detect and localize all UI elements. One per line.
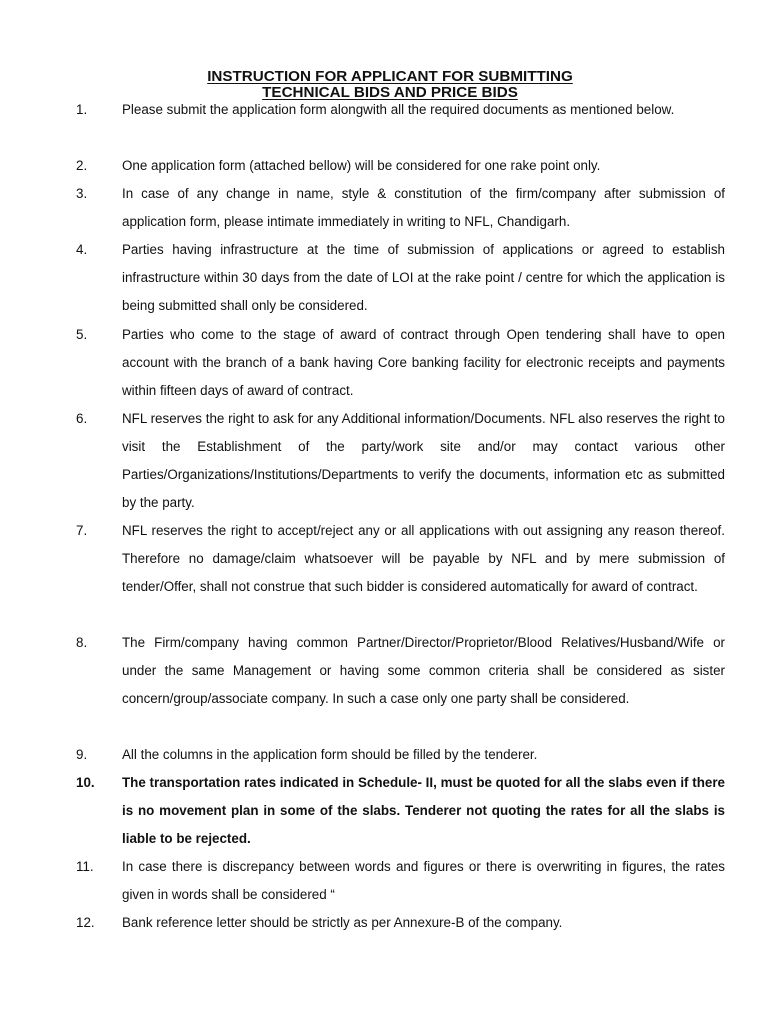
item-text: NFL reserves the right to accept/reject any or all applications with out assigning any reason thereof. Therefore no damage/claim whatsoever will be payable by NFL and by mere submission of tender/Offer, shall not construe that such bidder is considered automatically for award of contract. xyxy=(122,523,725,594)
item-number: 9. xyxy=(76,747,88,762)
title-line-2: TECHNICAL BIDS AND PRICE BIDS xyxy=(262,84,518,101)
item-text: In case there is discrepancy between words and figures or there is overwriting in figures, the rates given in words shall be considered “ xyxy=(122,859,725,902)
item-text: The transportation rates indicated in Schedule- II, must be quoted for all the slabs even if there is no movement plan in some of the slabs. Tenderer not quoting the rates for all the slabs is liable to be rejected. xyxy=(122,775,725,846)
item-number: 2. xyxy=(76,158,88,173)
item-number: 8. xyxy=(76,635,88,650)
item-text: All the columns in the application form should be filled by the tenderer. xyxy=(122,747,538,762)
item-text: Bank reference letter should be strictly as per Annexure-B of the company. xyxy=(122,915,563,930)
item-text: In case of any change in name, style & constitution of the firm/company after submission of application form, please intimate immediately in writing to NFL, Chandigarh. xyxy=(122,186,725,229)
item-text: One application form (attached bellow) will be considered for one rake point only. xyxy=(122,158,601,173)
item-number: 5. xyxy=(76,327,88,342)
item-number: 4. xyxy=(76,242,88,257)
item-text: Parties having infrastructure at the time of submission of applications or agreed to establish infrastructure within 30 days from the date of LOI at the rake point / centre for which the application is being submitted shall only be considered. xyxy=(122,242,725,313)
item-text: Parties who come to the stage of award of contract through Open tendering shall have to open account with the branch of a bank having Core banking facility for electronic receipts and payments within fifteen days of award of contract. xyxy=(122,327,725,398)
item-text: NFL reserves the right to ask for any Additional information/Documents. NFL also reserves the right to visit the Establishment of the party/work site and/or may contact various other Parties/Organizations/Institutions/Departments to verify the documents, information etc as submitted by the party. xyxy=(122,411,725,510)
item-number: 10. xyxy=(76,775,95,790)
item-number: 6. xyxy=(76,411,88,426)
item-text: The Firm/company having common Partner/Director/Proprietor/Blood Relatives/Husband/Wife or under the same Management or having some common criteria shall be considered as sister concern/group/associate company. In such a case only one party shall be considered. xyxy=(122,635,725,706)
item-number: 1. xyxy=(76,102,88,117)
title-line-1: INSTRUCTION FOR APPLICANT FOR SUBMITTING xyxy=(207,68,573,85)
item-number: 7. xyxy=(76,523,88,538)
item-number: 11. xyxy=(76,859,94,874)
item-text: Please submit the application form alongwith all the required documents as mentioned below. xyxy=(122,102,675,117)
item-number: 12. xyxy=(76,915,95,930)
item-number: 3. xyxy=(76,186,88,201)
